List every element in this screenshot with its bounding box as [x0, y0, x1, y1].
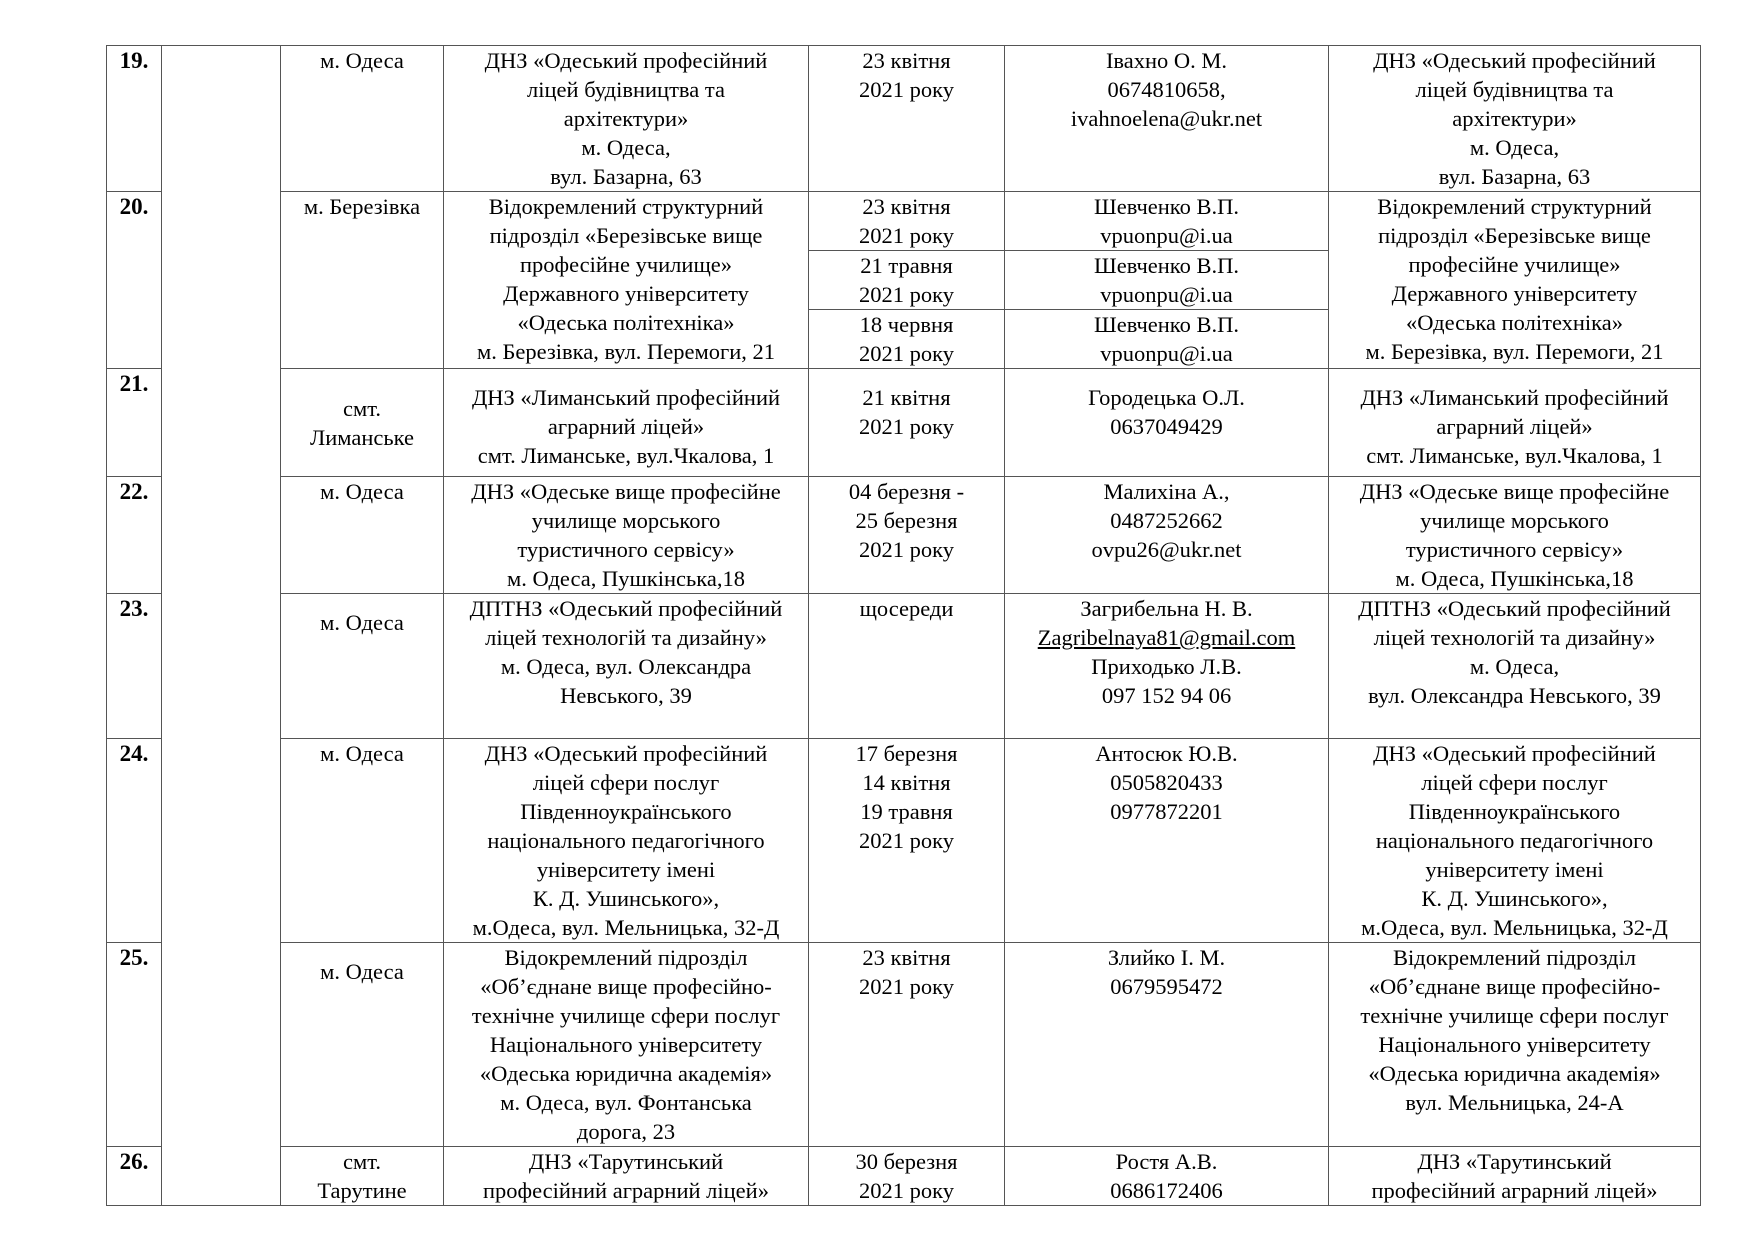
cell-line: vpuonpu@i.ua	[1100, 341, 1233, 366]
cell-line: Івахно О. М.	[1105, 48, 1228, 73]
cell-line: 2021 року	[859, 414, 954, 439]
cell-line: м. Одеса	[320, 741, 404, 766]
cell-line: Південноукраїнського	[520, 799, 732, 824]
cell-line: 23 квітня	[862, 48, 951, 73]
date-cell	[809, 192, 1005, 251]
date-cell	[809, 46, 1005, 192]
cell-line: ліцей технологій та дизайну»	[485, 625, 767, 650]
row-number-text: 20.	[119, 194, 149, 219]
row-number-text: 23.	[119, 596, 149, 621]
cell-line: аграрний ліцей»	[547, 414, 705, 439]
cell-line: ДНЗ «Тарутинський	[1417, 1149, 1612, 1174]
date-cell	[809, 369, 1005, 477]
cell-line: професійне училище»	[519, 252, 733, 277]
cell-line: Невського, 39	[560, 683, 692, 708]
cell-line: ліцей технологій та дизайну»	[1373, 625, 1656, 650]
cell-line: технічне училище сфери послуг	[471, 1003, 781, 1028]
table-row	[107, 1147, 1701, 1206]
cell-line: м. Одеса,	[1469, 135, 1560, 160]
row-number	[107, 943, 162, 1147]
row-number-text: 24.	[119, 741, 149, 766]
cell-line: ДНЗ «Лиманський професійний	[1360, 385, 1669, 410]
venue-cell	[1329, 739, 1701, 943]
table-row	[107, 192, 1701, 251]
row-number-text: 19.	[119, 48, 149, 73]
cell-line: 2021 року	[859, 223, 954, 248]
cell-line: Державного університету	[1391, 281, 1638, 306]
cell-line: 0977872201	[1110, 799, 1223, 824]
cell-line: ліцей будівництва та	[527, 77, 725, 102]
cell-line: вул. Олександра Невського, 39	[1368, 683, 1661, 708]
cell-line: Відокремлений структурний	[488, 194, 764, 219]
cell-line: м. Одеса	[320, 610, 404, 635]
institution-cell	[444, 1147, 809, 1206]
cell-line: м. Одеса,	[581, 135, 671, 160]
cell-line: 25 березня	[855, 508, 958, 533]
cell-line: 21 травня	[860, 253, 953, 278]
cell-line: туристичного сервісу»	[1405, 537, 1624, 562]
row-number	[107, 477, 162, 594]
cell-line: Zagribelnaya81@gmail.com	[1037, 625, 1296, 650]
contact-cell	[1005, 1147, 1329, 1206]
cell-line: «Об’єднане вище професійно-	[480, 974, 772, 999]
date-cell	[809, 943, 1005, 1147]
cell-line: ліцей будівництва та	[1415, 77, 1614, 102]
cell-line: ДНЗ «Лиманський професійний	[471, 385, 781, 410]
row-number	[107, 369, 162, 477]
contact-cell	[1005, 46, 1329, 192]
row-number	[107, 46, 162, 192]
cell-line: 0637049429	[1110, 414, 1223, 439]
cell-line: 2021 року	[859, 282, 954, 307]
venue-cell	[1329, 477, 1701, 594]
cell-line: vpuonpu@i.ua	[1100, 282, 1233, 307]
cell-line: Державного університету	[503, 281, 749, 306]
cell-line: 0505820433	[1110, 770, 1223, 795]
cell-line: ДНЗ «Одеський професійний	[484, 48, 768, 73]
cell-line: м. Одеса,	[1469, 654, 1560, 679]
cell-line: К. Д. Ушинського»,	[532, 886, 720, 911]
cell-line: архітектури»	[1452, 106, 1577, 131]
cell-line: 2021 року	[859, 974, 954, 999]
cell-line: дорога, 23	[576, 1119, 676, 1144]
cell-line: 18 червня	[859, 312, 954, 337]
cell-line: ivahnoelena@ukr.net	[1070, 106, 1263, 131]
institution-cell	[444, 943, 809, 1147]
cell-line: Ростя А.В.	[1115, 1149, 1218, 1174]
institution-cell	[444, 477, 809, 594]
cell-line: м. Одеса	[320, 479, 404, 504]
cell-line: Лиманське	[309, 424, 415, 450]
contact-cell	[1005, 477, 1329, 594]
cell-line: Національного університету	[489, 1032, 763, 1057]
cell-line: vpuonpu@i.ua	[1100, 223, 1233, 248]
table-row	[107, 477, 1701, 594]
contact-cell	[1005, 943, 1329, 1147]
row-number	[107, 594, 162, 739]
cell-line: ДНЗ «Одеське вище професійне	[1359, 479, 1670, 504]
cell-line: К. Д. Ушинського»,	[1421, 886, 1608, 911]
row-number	[107, 1147, 162, 1206]
row-number	[107, 192, 162, 369]
cell-line: 2021 року	[859, 341, 954, 366]
cell-line: ДНЗ «Одеський професійний	[484, 741, 768, 766]
cell-line: ліцей сфери послуг	[1421, 770, 1608, 795]
cell-line: ДНЗ «Одеське вище професійне	[471, 479, 781, 504]
cell-line: 23 квітня	[862, 945, 951, 970]
cell-line: м.Одеса, вул. Мельницька, 32-Д	[472, 915, 780, 940]
cell-line: Відокремлений підрозділ	[1393, 945, 1636, 970]
row-number-text: 22.	[119, 479, 149, 504]
venue-cell	[1329, 943, 1701, 1147]
cell-line: 2021 року	[859, 828, 954, 853]
venue-cell	[1329, 46, 1701, 192]
cell-line: Шевченко В.П.	[1094, 312, 1239, 337]
blank-merged-cell	[162, 46, 281, 1206]
cell-line: університету імені	[1425, 857, 1604, 882]
table-row	[107, 369, 1701, 477]
cell-line: Загрибельна Н. В.	[1080, 596, 1253, 621]
cell-line: Городецька О.Л.	[1088, 385, 1245, 410]
cell-line: «Одеська політехніка»	[1405, 310, 1623, 335]
institution-cell	[444, 594, 809, 739]
cell-line: аграрний ліцей»	[1436, 414, 1593, 439]
cell-line: 0686172406	[1110, 1178, 1223, 1203]
row-number-text: 21.	[119, 371, 149, 396]
cell-line: професійний аграрний ліцей»	[1371, 1178, 1658, 1203]
cell-line: Шевченко В.П.	[1094, 194, 1239, 219]
cell-line: 17 березня	[855, 741, 958, 766]
cell-line: м. Одеса, Пушкінська,18	[507, 566, 745, 591]
cell-line: ДНЗ «Одеський професійний	[1373, 48, 1656, 73]
cell-line: вул. Мельницька, 24-А	[1405, 1090, 1624, 1115]
cell-line: «Одеська політехніка»	[517, 310, 735, 335]
locality-cell	[281, 1147, 444, 1206]
cell-line: університету імені	[536, 857, 716, 882]
cell-line: Малихіна А.,	[1103, 479, 1230, 504]
cell-line: туристичного сервісу»	[517, 537, 735, 562]
cell-line: смт. Лиманське, вул.Чкалова, 1	[1366, 443, 1663, 468]
cell-line: щосереди	[859, 596, 954, 621]
cell-line: національного педагогічного	[487, 828, 765, 853]
cell-line: 2021 року	[859, 1178, 954, 1203]
row-number-text: 25.	[119, 945, 149, 970]
cell-line: м. Одеса	[320, 959, 404, 984]
locality-cell	[281, 46, 444, 192]
cell-line: 2021 року	[859, 537, 954, 562]
cell-line: м. Одеса, вул. Олександра	[500, 654, 752, 679]
locality-cell	[281, 594, 444, 739]
venue-cell	[1329, 192, 1701, 369]
date-cell	[809, 594, 1005, 739]
date-cell	[809, 1147, 1005, 1206]
date-cell	[809, 251, 1005, 310]
cell-line: м. Березівка	[303, 194, 421, 219]
cell-line: технічне училище сфери послуг	[1360, 1003, 1669, 1028]
cell-line: 14 квітня	[862, 770, 951, 795]
venue-cell	[1329, 594, 1701, 739]
cell-line: ovpu26@ukr.net	[1091, 537, 1242, 562]
cell-line: Відокремлений підрозділ	[504, 945, 748, 970]
cell-line: 21 квітня	[862, 385, 951, 410]
contact-cell	[1005, 310, 1329, 369]
table-row	[107, 46, 1701, 192]
cell-line: 2021 року	[859, 77, 954, 102]
table-row	[107, 594, 1701, 739]
cell-line: 23 квітня	[862, 194, 951, 219]
contact-cell	[1005, 594, 1329, 739]
row-number-text: 26.	[119, 1149, 149, 1174]
table-body	[107, 46, 1701, 1206]
contact-cell	[1005, 251, 1329, 310]
cell-line: вул. Базарна, 63	[550, 164, 702, 189]
locality-cell	[281, 369, 444, 477]
cell-line: Тарутине	[317, 1178, 407, 1203]
cell-line: училище морського	[1420, 508, 1609, 533]
cell-line: смт.	[343, 1149, 381, 1174]
cell-line: ліцей сфери послуг	[532, 770, 720, 795]
locality-cell	[281, 739, 444, 943]
institution-cell	[444, 369, 809, 477]
contact-cell	[1005, 369, 1329, 477]
cell-line: професійний аграрний ліцей»	[483, 1178, 769, 1203]
cell-line: архітектури»	[563, 106, 689, 131]
date-cell	[809, 310, 1005, 369]
table-row	[107, 943, 1701, 1147]
cell-line: національного педагогічного	[1375, 828, 1654, 853]
institution-cell	[444, 192, 809, 369]
locality-cell	[281, 477, 444, 594]
cell-line: 0679595472	[1110, 974, 1223, 999]
cell-line: «Об’єднане вище професійно-	[1368, 974, 1661, 999]
schedule-table	[106, 45, 1701, 1206]
row-number	[107, 739, 162, 943]
cell-line: Антосюк Ю.В.	[1095, 741, 1238, 766]
venue-cell	[1329, 369, 1701, 477]
contact-cell	[1005, 739, 1329, 943]
venue-cell	[1329, 1147, 1701, 1206]
cell-line: Шевченко В.П.	[1094, 253, 1239, 278]
cell-line: м. Одеса, вул. Фонтанська	[500, 1090, 752, 1115]
locality-cell	[281, 192, 444, 369]
cell-line: 097 152 94 06	[1101, 683, 1232, 708]
locality-cell	[281, 943, 444, 1147]
cell-line: м. Одеса, Пушкінська,18	[1395, 566, 1634, 591]
cell-line: вул. Базарна, 63	[1438, 164, 1591, 189]
cell-line: «Одеська юридична академія»	[479, 1061, 773, 1086]
cell-line: ДПТНЗ «Одеський професійний	[1358, 596, 1671, 621]
cell-line: м. Березівка, вул. Перемоги, 21	[1365, 339, 1664, 364]
institution-cell	[444, 739, 809, 943]
cell-line: підрозділ «Березівське вище	[489, 223, 763, 248]
cell-line: м. Березівка, вул. Перемоги, 21	[476, 339, 776, 364]
contact-cell	[1005, 192, 1329, 251]
cell-line: Південноукраїнського	[1408, 799, 1621, 824]
institution-cell	[444, 46, 809, 192]
cell-line: м. Одеса	[320, 48, 404, 73]
cell-line: ДНЗ «Одеський професійний	[1373, 741, 1656, 766]
cell-line: смт. Лиманське, вул.Чкалова, 1	[477, 443, 775, 468]
cell-line: 0674810658,	[1107, 77, 1226, 102]
cell-line: 0487252662	[1110, 508, 1223, 533]
table-row	[107, 739, 1701, 943]
cell-line: «Одеська юридична академія»	[1368, 1061, 1661, 1086]
cell-line: Відокремлений структурний	[1377, 194, 1652, 219]
cell-line: ДНЗ «Тарутинський	[528, 1149, 724, 1174]
cell-line: Національного університету	[1378, 1032, 1651, 1057]
cell-line: училище морського	[531, 508, 721, 533]
cell-line: професійне училище»	[1408, 252, 1621, 277]
cell-line: 19 травня	[860, 799, 953, 824]
date-cell	[809, 739, 1005, 943]
date-cell	[809, 477, 1005, 594]
cell-line: 30 березня	[855, 1149, 958, 1174]
cell-line: підрозділ «Березівське вище	[1378, 223, 1651, 248]
cell-line: ДПТНЗ «Одеський професійний	[469, 596, 783, 621]
cell-line: смт.	[343, 395, 381, 421]
cell-line: 04 березня -	[848, 479, 965, 504]
cell-line: м.Одеса, вул. Мельницька, 32-Д	[1361, 915, 1668, 940]
cell-line: Злийко І. М.	[1107, 945, 1226, 970]
cell-line: Приходько Л.В.	[1091, 654, 1242, 679]
